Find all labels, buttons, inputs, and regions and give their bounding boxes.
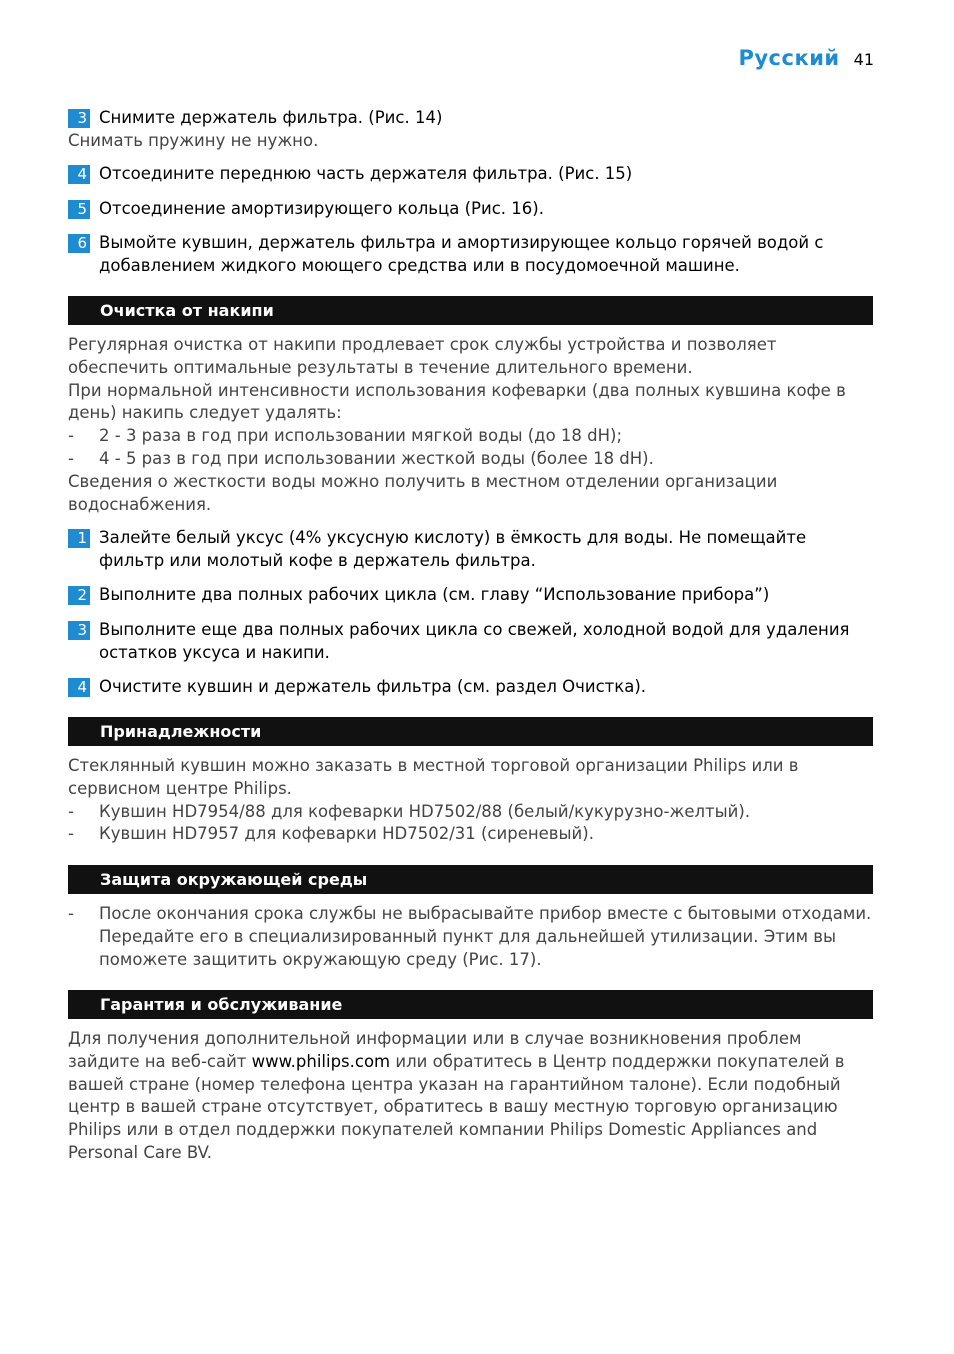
section-heading: Гарантия и обслуживание: [68, 990, 873, 1019]
list-item: - Кувшин HD7954/88 для кофеварки HD7502/88 (белый/кукурузно-желтый).: [68, 801, 751, 821]
paragraph: Сведения о жесткости воды можно получить в местном отделении организации водоснабжения.: [68, 471, 778, 514]
top-step-6: [68, 232, 873, 278]
step-number: 2: [68, 586, 90, 605]
step-text: Вымойте кувшин, держатель фильтра и амортизирующее кольцо горячей водой с добавлением жидкого моющего средства или в посудомоечной машине.: [99, 233, 824, 275]
step-number: 4: [68, 678, 90, 697]
step-number: 5: [68, 200, 90, 219]
step-text: Отсоедините переднюю часть держателя фильтра. (Рис. 15): [99, 164, 633, 183]
step-text: Выполните еще два полных рабочих цикла со свежей, холодной водой для удаления остатков уксуса и накипи.: [99, 620, 850, 662]
page-header: [738, 46, 874, 70]
paragraph: Стеклянный кувшин можно заказать в местной торговой организации Philips или в сервисном центре Philips.: [68, 756, 799, 798]
step-number: 3: [68, 621, 90, 640]
descaling-step-1: [68, 527, 873, 573]
descaling-section: [68, 296, 873, 516]
step-number: 1: [68, 529, 90, 548]
paragraph: Для получения дополнительной информации или в случае возникновения проблем зайдите на веб-сайт www.philips.com или обратитесь в Центр поддержки покупателей в вашей стране (номер телефона центра указан на гарантийном талоне). Если подобный центр в вашей стране отсутствует, обратитесь в вашу местную торговую организацию Philips или в отдел поддержки покупателей компании Philips Domestic Appliances and Personal Care BV.: [68, 1029, 845, 1162]
page-number: 41: [853, 50, 874, 69]
paragraph: Регулярная очистка от накипи продлевает срок службы устройства и позволяет обеспечить оптимальные результаты в течение длительного времени.: [68, 335, 777, 377]
accessories-section: [68, 717, 873, 846]
step-note: Снимать пружину не нужно.: [68, 130, 319, 150]
section-heading: Защита окружающей среды: [68, 865, 873, 894]
step-number: 4: [68, 165, 90, 184]
list-item: - 2 - 3 раза в год при использовании мягкой воды (до 18 dH);: [68, 426, 623, 446]
language-label: Русский: [738, 46, 840, 70]
list-item: - 4 - 5 раз в год при использовании жесткой воды (более 18 dH).: [68, 448, 654, 468]
top-step-3: [68, 107, 873, 153]
descaling-step-2: [68, 584, 873, 607]
philips-website-link[interactable]: www.philips.com: [251, 1051, 391, 1071]
top-step-5: [68, 198, 873, 221]
step-text: Выполните два полных рабочих цикла (см. главу “Использование прибора”): [99, 585, 770, 604]
list-item: - Кувшин HD7957 для кофеварки HD7502/31 (сиреневый).: [68, 824, 594, 844]
step-number: 6: [68, 234, 90, 253]
step-text: Отсоединение амортизирующего кольца (Рис. 16).: [99, 199, 544, 218]
guarantee-section: [68, 990, 873, 1165]
environment-section: [68, 865, 873, 971]
step-text: Снимите держатель фильтра. (Рис. 14): [99, 108, 443, 127]
top-step-4: [68, 163, 873, 186]
section-heading: Очистка от накипи: [68, 296, 873, 325]
section-heading: Принадлежности: [68, 717, 873, 746]
descaling-step-3: [68, 619, 873, 665]
step-number: 3: [68, 109, 90, 128]
descaling-step-4: [68, 676, 873, 699]
paragraph: При нормальной интенсивности использования кофеварки (два полных кувшина кофе в день) накипь следует удалять:: [68, 380, 846, 423]
step-text: Очистите кувшин и держатель фильтра (см. раздел Очистка).: [99, 677, 647, 696]
step-text: Залейте белый уксус (4% уксусную кислоту) в ёмкость для воды. Не помещайте фильтр или молотый кофе в держатель фильтра.: [99, 528, 807, 570]
list-item: - После окончания срока службы не выбрасывайте прибор вместе с бытовыми отходами. Передайте его в специализированный пункт для дальнейшей утилизации. Этим вы поможете защитить окружающую среду (Рис. 17).: [68, 904, 872, 969]
